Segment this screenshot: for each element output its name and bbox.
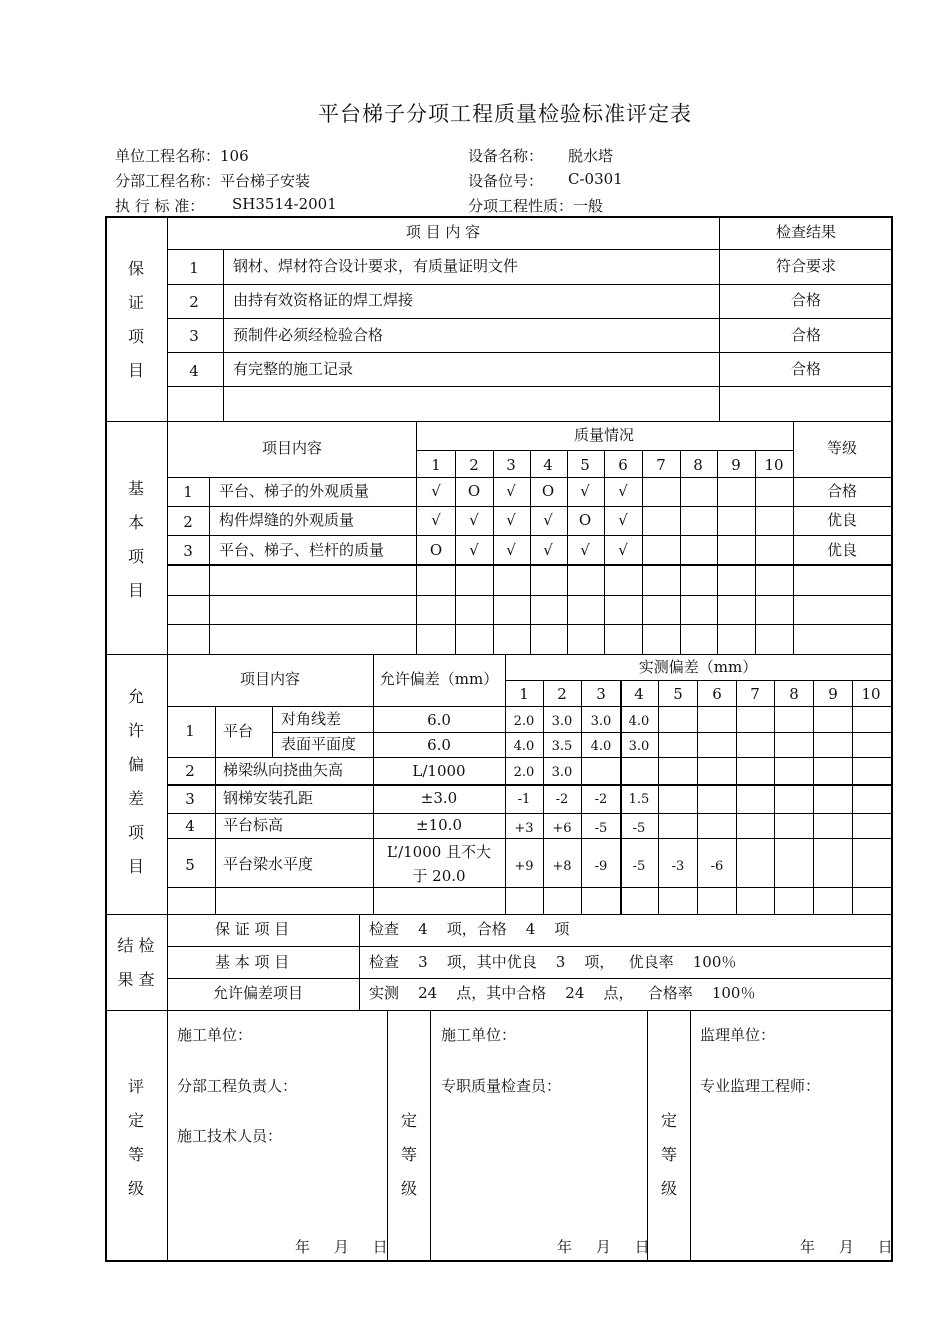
basic-mark: √ [543, 511, 553, 529]
tolerance-value: 2.0 [513, 714, 535, 729]
basic-mark: √ [506, 482, 516, 500]
basic-mark: √ [431, 511, 441, 529]
supervision-unit-label: 监理单位： [700, 1026, 776, 1044]
basic-row-grade: 合格 [826, 482, 858, 500]
tolerance-value: -1 [517, 792, 531, 807]
basic-side-label: 基 本 项 目 [127, 479, 144, 600]
guarantee-row-no: 2 [189, 293, 199, 311]
basic-row-grade: 优良 [826, 541, 858, 559]
guarantee-header-item: 项 目 内 容 [405, 223, 481, 241]
basic-row-text: 平台、梯子的外观质量 [219, 482, 370, 500]
tolerance-col-number: 5 [673, 685, 683, 703]
tolerance-value: 4.0 [590, 739, 612, 754]
guarantee-row-text: 钢材、焊材符合设计要求，有质量证明文件 [233, 257, 519, 275]
tolerance-value: 3.0 [628, 739, 650, 754]
tolerance-value: -5 [632, 821, 646, 836]
guarantee-row-result: 合格 [790, 360, 822, 378]
basic-mark: √ [506, 541, 516, 559]
construction-unit-label: 施工单位： [177, 1026, 253, 1044]
assessment-side-label: 评 定 等 级 [127, 1077, 144, 1198]
basic-mark: O [578, 511, 592, 529]
result-row-label: 保 证 项 目 [215, 920, 290, 938]
guarantee-row-result: 合格 [790, 291, 822, 309]
date-field: 年 月 日 [295, 1238, 388, 1256]
basic-col-number: 7 [656, 456, 666, 474]
result-side-label-1: 结 检 [117, 936, 155, 955]
equipment-name: 脱水塔 [568, 147, 614, 165]
basic-row-text: 平台、梯子、栏杆的质量 [219, 541, 385, 559]
tolerance-value: 4.0 [628, 714, 650, 729]
tolerance-value: -3 [671, 859, 685, 874]
guarantee-side-label: 保 证 项 目 [127, 259, 144, 380]
tolerance-value: +8 [552, 859, 572, 874]
tolerance-col-number: 8 [789, 685, 799, 703]
tolerance-row-no: 3 [185, 790, 195, 808]
sub-project-name: 分部工程名称：平台梯子安装 [115, 172, 311, 190]
tolerance-row-allow: L/1000 [412, 762, 466, 780]
basic-mark: √ [618, 482, 628, 500]
basic-row-grade: 优良 [826, 511, 858, 529]
tolerance-value: 3.0 [590, 714, 612, 729]
basic-header-grade: 等级 [826, 439, 858, 457]
basic-col-number: 10 [764, 456, 784, 474]
basic-mark: √ [469, 541, 479, 559]
date-field: 年 月 日 [800, 1238, 893, 1256]
tolerance-header-allow: 允许偏差（mm） [379, 670, 499, 688]
project-nature: 分项工程性质：一般 [468, 197, 604, 215]
equipment-no: C-0301 [568, 170, 623, 188]
basic-mark: √ [506, 511, 516, 529]
basic-mark: √ [618, 511, 628, 529]
guarantee-row-result: 合格 [790, 326, 822, 344]
tolerance-value: 3.0 [551, 765, 573, 780]
basic-row-no: 3 [183, 542, 193, 560]
tolerance-col-number: 10 [861, 685, 881, 703]
result-row-text: 实测 24 点，其中合格 24 点， 合格率 100％ [369, 984, 756, 1002]
page-title: 平台梯子分项工程质量检验标准评定表 [318, 102, 692, 126]
tolerance-row-name: 梯梁纵向挠曲矢高 [223, 761, 344, 779]
equipment-no-label: 设备位号： [468, 172, 544, 190]
guarantee-row-text: 有完整的施工记录 [233, 360, 354, 378]
tolerance-row-no: 5 [185, 856, 195, 874]
assessment-grade-label: 定 等 级 [400, 1111, 417, 1198]
technician-label: 施工技术人员： [177, 1127, 283, 1145]
tolerance-row-sub: 对角线差 [281, 710, 342, 728]
tolerance-row-allow: 6.0 [427, 711, 451, 729]
basic-mark: √ [580, 541, 590, 559]
tolerance-row-name: 平台 [223, 722, 254, 740]
basic-col-number: 6 [618, 456, 628, 474]
tolerance-row-allow: 6.0 [427, 736, 451, 754]
tolerance-side-label: 允 许 偏 差 项 目 [127, 687, 144, 876]
tolerance-row-allow: ±10.0 [416, 816, 462, 834]
date-field: 年 月 日 [557, 1238, 650, 1256]
tolerance-value: -9 [594, 859, 608, 874]
basic-mark: √ [543, 541, 553, 559]
basic-mark: O [467, 482, 481, 500]
quality-inspector-label: 专职质量检查员： [441, 1077, 562, 1095]
unit-project-name: 单位工程名称：106 [115, 147, 249, 165]
tolerance-col-number: 4 [634, 685, 644, 703]
tolerance-value: -5 [632, 859, 646, 874]
basic-mark: √ [431, 482, 441, 500]
assessment-grade-label: 定 等 级 [660, 1111, 677, 1198]
guarantee-row-result: 符合要求 [775, 257, 837, 275]
guarantee-row-text: 由持有效资格证的焊工焊接 [233, 291, 414, 309]
tolerance-value: +3 [514, 821, 534, 836]
basic-row-no: 2 [183, 513, 193, 531]
tolerance-col-number: 7 [750, 685, 760, 703]
tolerance-row-no: 1 [185, 722, 195, 740]
basic-mark: √ [469, 511, 479, 529]
result-row-text: 检查 4 项，合格 4 项 [369, 920, 570, 938]
tolerance-value: -5 [594, 821, 608, 836]
basic-col-number: 5 [580, 456, 590, 474]
tolerance-value: -2 [555, 792, 569, 807]
tolerance-header-item: 项目内容 [239, 670, 301, 688]
tolerance-header-measured: 实测偏差（mm） [638, 658, 758, 676]
basic-mark: O [541, 482, 555, 500]
tolerance-value: 4.0 [513, 739, 535, 754]
basic-mark: √ [618, 541, 628, 559]
tolerance-value: 2.0 [513, 765, 535, 780]
guarantee-row-no: 4 [189, 362, 199, 380]
tolerance-value: -6 [710, 859, 724, 874]
basic-row-no: 1 [183, 483, 193, 501]
guarantee-row-no: 1 [189, 259, 199, 277]
tolerance-value: +9 [514, 859, 534, 874]
tolerance-col-number: 6 [712, 685, 722, 703]
tolerance-row-name: 钢梯安装孔距 [223, 789, 314, 807]
result-row-text: 检查 3 项，其中优良 3 项， 优良率 100％ [369, 953, 737, 971]
tolerance-row-name: 平台梁水平度 [223, 855, 314, 873]
guarantee-row-text: 预制件必须经检验合格 [233, 326, 384, 344]
result-row-label: 基 本 项 目 [215, 953, 290, 971]
construction-unit-label: 施工单位： [441, 1026, 517, 1044]
tolerance-row-name: 平台标高 [223, 816, 284, 834]
result-row-label: 允许偏差项目 [213, 984, 304, 1002]
tolerance-row-allow: ±3.0 [420, 789, 458, 807]
basic-mark: O [429, 541, 443, 559]
tolerance-value: +6 [552, 821, 572, 836]
result-side-label-2: 果 查 [117, 970, 155, 989]
basic-col-number: 1 [431, 456, 441, 474]
tolerance-value: 3.5 [551, 739, 573, 754]
supervision-engineer-label: 专业监理工程师： [700, 1077, 821, 1095]
tolerance-value: 3.0 [551, 714, 573, 729]
tolerance-row-no: 2 [185, 762, 195, 780]
guarantee-row-no: 3 [189, 327, 199, 345]
tolerance-row-allow: L’/1000 且不大 [386, 843, 492, 861]
tolerance-row-allow: 于 20.0 [412, 867, 466, 885]
tolerance-col-number: 9 [828, 685, 838, 703]
basic-mark: √ [580, 482, 590, 500]
basic-col-number: 9 [731, 456, 741, 474]
basic-col-number: 3 [506, 456, 516, 474]
tolerance-col-number: 1 [519, 685, 529, 703]
section-responsible-label: 分部工程负责人： [177, 1077, 298, 1095]
basic-col-number: 8 [693, 456, 703, 474]
tolerance-row-sub: 表面平面度 [281, 735, 357, 753]
standard-label: 执 行 标 准： [115, 197, 205, 215]
basic-header-item: 项目内容 [261, 439, 323, 457]
basic-row-text: 构件焊缝的外观质量 [219, 511, 355, 529]
standard-code: SH3514-2001 [232, 195, 337, 213]
equipment-name-label: 设备名称： [468, 147, 544, 165]
guarantee-header-result: 检查结果 [775, 223, 837, 241]
tolerance-value: 1.5 [628, 792, 650, 807]
tolerance-col-number: 2 [557, 685, 567, 703]
basic-col-number: 2 [469, 456, 479, 474]
tolerance-col-number: 3 [596, 685, 606, 703]
basic-col-number: 4 [543, 456, 553, 474]
tolerance-value: -2 [594, 792, 608, 807]
tolerance-row-no: 4 [185, 817, 195, 835]
basic-header-quality: 质量情况 [573, 426, 635, 444]
